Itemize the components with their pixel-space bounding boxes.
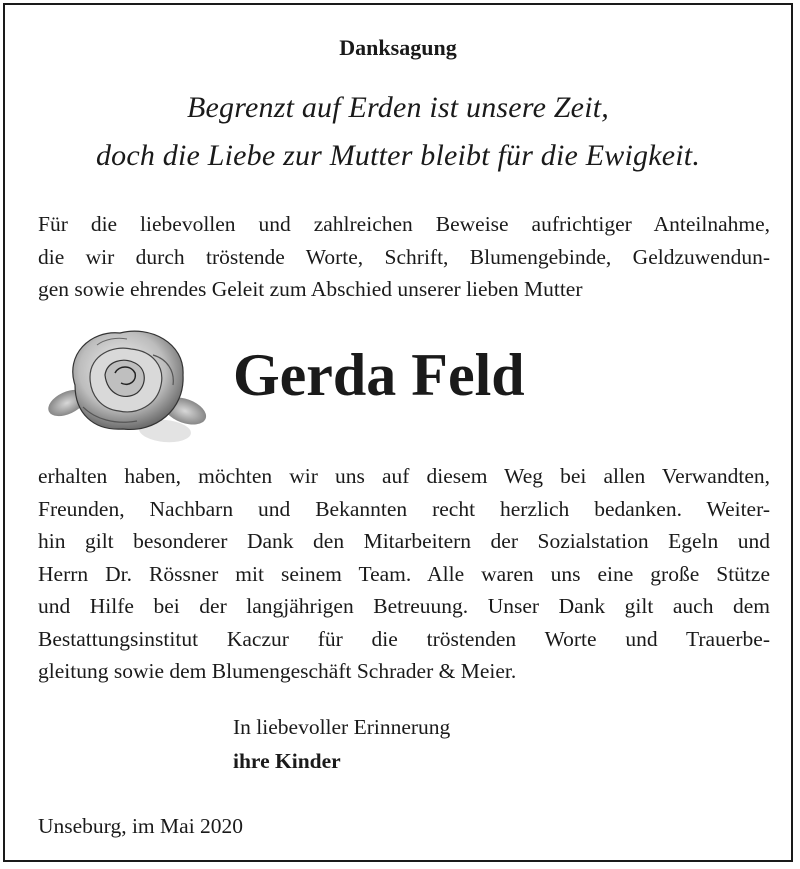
body-paragraph [38,460,770,688]
notice-title: Danksagung [339,35,457,60]
body-line: Herrn Dr. Rössner mit seinem Team. Alle waren uns eine große Stütze [38,561,770,586]
body-line: hin gilt besonderer Dank den Mitarbeitern der Sozialstation Egeln und [38,529,770,553]
intro-paragraph [38,208,770,306]
place-date: Unseburg, im Mai 2020 [38,814,244,838]
body-line: gleitung sowie dem Blumengeschäft Schrader & Meier. [38,659,517,683]
body-line: und Hilfe bei der langjährigen Betreuung. Unser Dank gilt auch dem [38,594,770,618]
deceased-name: Gerda Feld [233,342,525,408]
closing-line: In liebevoller Erinnerung [233,715,451,739]
body-line: erhalten haben, möchten wir uns auf diesem Weg bei allen Verwandten, [38,464,770,488]
body-line: Bestattungsinstitut Kaczur für die tröstenden Worte und Trauerbe- [38,626,770,651]
intro-line: gen sowie ehrendes Geleit zum Abschied unserer lieben Mutter [38,277,583,301]
body-line: Freunden, Nachbarn und Bekannten recht herzlich bedanken. Weiter- [38,496,770,521]
intro-line: die wir durch tröstende Worte, Schrift, Blumengebinde, Geldzuwendun- [38,244,770,269]
motto-line-1: Begrenzt auf Erden ist unsere Zeit, [187,91,609,124]
signature: ihre Kinder [233,749,341,773]
rose-icon [45,315,207,447]
intro-line: Für die liebevollen und zahlreichen Beweise aufrichtiger Anteilnahme, [38,212,770,236]
motto-line-2: doch die Liebe zur Mutter bleibt für die Ewigkeit. [95,139,701,172]
notice-frame [3,3,793,862]
